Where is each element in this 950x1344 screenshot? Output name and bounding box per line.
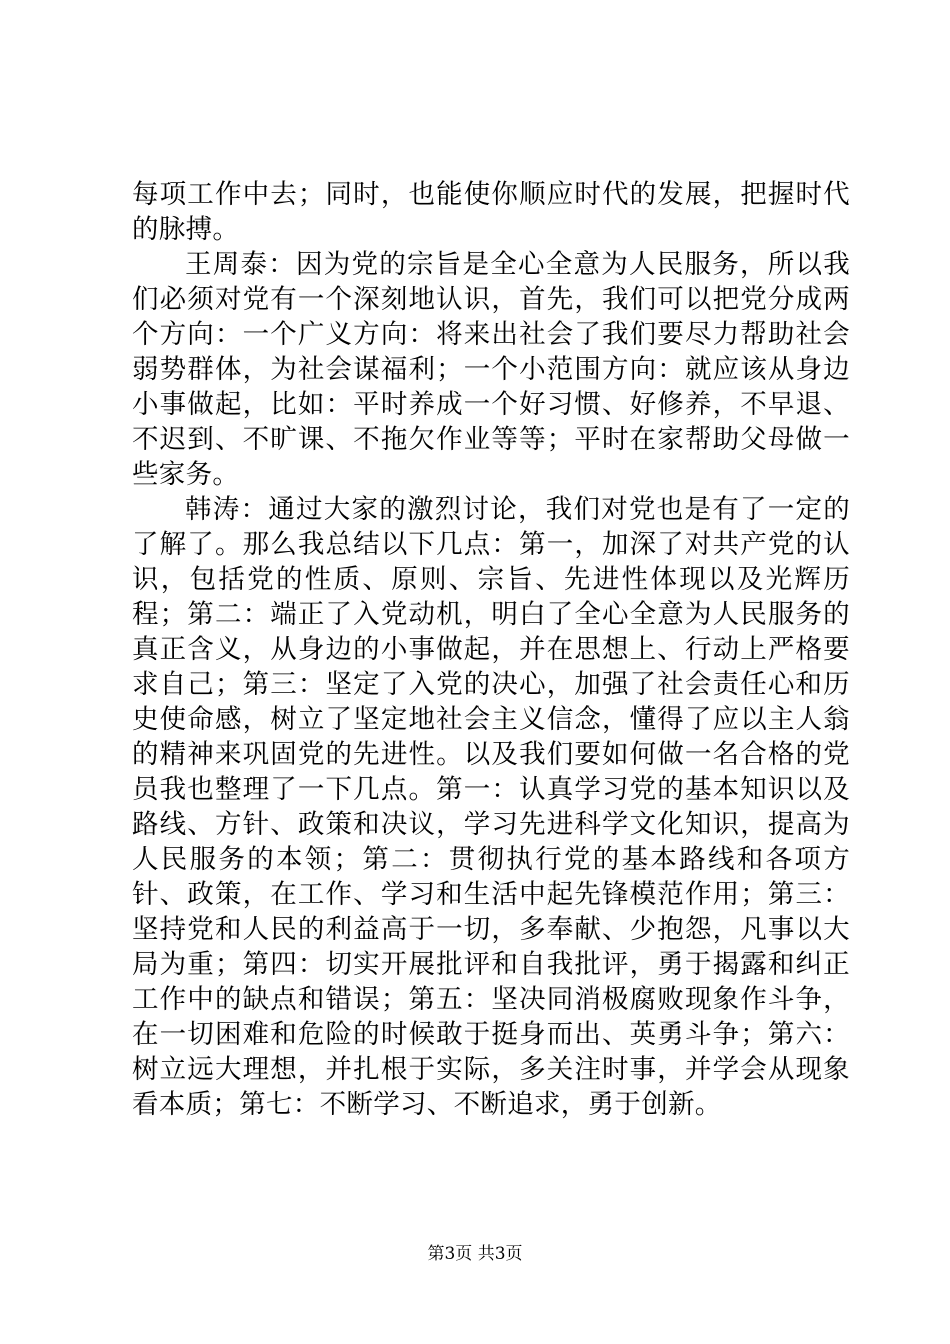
paragraph-han-tao: 韩涛：通过大家的激烈讨论，我们对党也是有了一定的了解了。那么我总结以下几点：第一，加深了对共产党的认识，包括党的性质、原则、宗旨、先进性体现以及光辉历程；第二：端正了入党动机，明白了全心全意为人民服务的真正含义，从身边的小事做起，并在思想上、行动上严格要求自己；第三：坚定了入党的决心，加强了社会责任心和历史使命感，树立了坚定地社会主义信念，懂得了应以主人翁的精神来巩固党的先进性。以及我们要如何做一名合格的党员我也整理了一下几点。第一：认真学习党的基本知识以及路线、方针、政策和决议，学习先进科学文化知识，提高为人民服务的本领；第二：贯彻执行党的基本路线和各项方针、政策，在工作、学习和生活中起先锋模范作用；第三：坚持党和人民的利益高于一切，多奉献、少抱怨，凡事以大局为重；第四：切实开展批评和自我批评，勇于揭露和纠正工作中的缺点和错误；第五：坚决同消极腐败现象作斗争，在一切困难和危险的时候敢于挺身而出、英勇斗争；第六：树立远大理想，并扎根于实际，多关注时事，并学会从现象看本质；第七：不断学习、不断追求，勇于创新。	[132, 494, 850, 1120]
page-footer	[0, 1243, 950, 1265]
document-body	[132, 177, 850, 1122]
page-number: 第3页 共3页	[427, 1244, 523, 1264]
paragraph-continuation: 每项工作中去；同时，也能使你顺应时代的发展，把握时代的脉搏。	[132, 179, 850, 245]
paragraph-wang-zhoutai: 王周泰：因为党的宗旨是全心全意为人民服务，所以我们必须对党有一个深刻地认识，首先，我们可以把党分成两个方向：一个广义方向：将来出社会了我们要尽力帮助社会弱势群体，为社会谋福利；一个小范围方向：就应该从身边小事做起，比如：平时养成一个好习惯、好修养，不早退、不迟到、不旷课、不拖欠作业等等；平时在家帮助父母做一些家务。	[132, 249, 850, 490]
